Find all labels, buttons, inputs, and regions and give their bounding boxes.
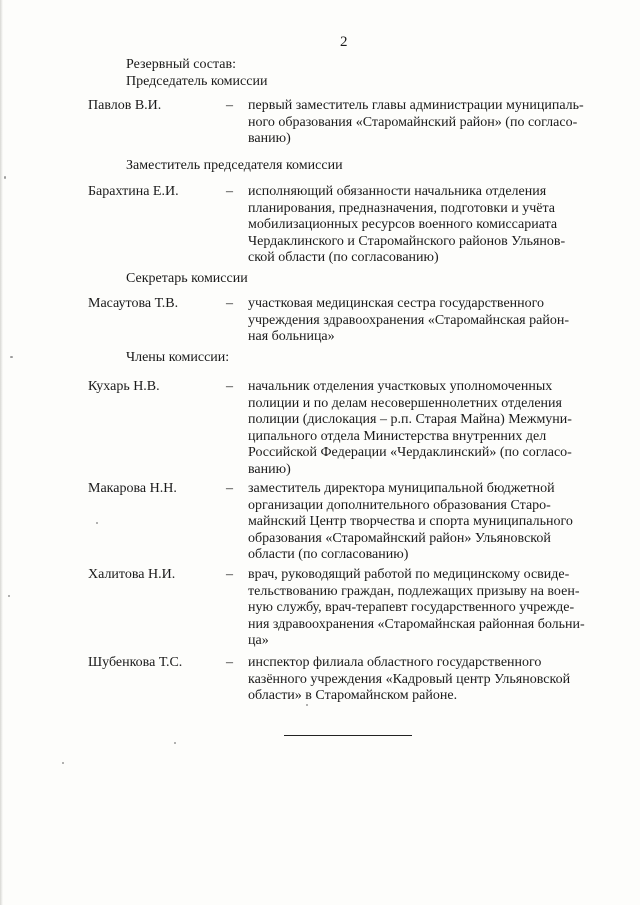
description-line: организации дополнительного образования Старо- bbox=[248, 497, 551, 513]
member-description bbox=[248, 184, 604, 267]
scan-speck bbox=[8, 595, 10, 597]
description-line: ния здравоохранения «Старомайнская районная больни- bbox=[248, 616, 585, 632]
scan-speck bbox=[96, 522, 98, 524]
member-description bbox=[248, 98, 604, 148]
description-line: исполняющий обязанности начальника отделения bbox=[248, 184, 547, 199]
description-line: заместитель директора муниципальной бюджетной bbox=[248, 481, 555, 496]
description-line: полиции и по делам несовершеннолетних отделения bbox=[248, 395, 562, 411]
member-name: Масаутова Т.В. bbox=[88, 296, 179, 311]
scan-edge bbox=[0, 0, 3, 905]
description-line: участковая медицинская сестра государственного bbox=[248, 296, 545, 311]
description-line: начальник отделения участковых уполномоченных bbox=[248, 379, 553, 394]
description-line: Российской Федерации «Чердаклинский» (по согласо- bbox=[248, 445, 572, 460]
heading-chairman: Председатель комиссии bbox=[126, 74, 268, 89]
member-name: Павлов В.И. bbox=[88, 98, 162, 113]
dash: – bbox=[226, 481, 233, 496]
dash: – bbox=[226, 296, 233, 311]
description-line: планирования, предназначения, подготовки и учёта bbox=[248, 200, 555, 216]
member-name: Барахтина Е.И. bbox=[88, 184, 179, 199]
description-line: ная больница» bbox=[248, 329, 335, 344]
dash: – bbox=[226, 184, 233, 199]
description-line: ную службу, врач-терапевт государственного учрежде- bbox=[248, 600, 575, 615]
description-line: тельствованию граждан, подлежащих призыву на воен- bbox=[248, 583, 580, 599]
description-line: мобилизационных ресурсов военного комиссариата bbox=[248, 217, 558, 232]
member-name: Кухарь Н.В. bbox=[88, 379, 160, 394]
member-name: Шубенкова Т.С. bbox=[88, 655, 183, 670]
description-line: майнский Центр творчества и спорта муниципального bbox=[248, 514, 573, 529]
scan-speck bbox=[174, 742, 176, 744]
dash: – bbox=[226, 379, 233, 394]
page-number: 2 bbox=[340, 34, 348, 50]
member-description bbox=[248, 296, 604, 346]
member-name: Халитова Н.И. bbox=[88, 567, 176, 582]
description-line: ской области (по согласованию) bbox=[248, 250, 439, 265]
description-line: ца» bbox=[248, 633, 269, 648]
description-line: области (по согласованию) bbox=[248, 547, 409, 562]
closing-rule bbox=[284, 735, 412, 736]
description-line: ванию) bbox=[248, 461, 291, 477]
description-line: образования «Старомайнский район» Ульяновской bbox=[248, 530, 551, 546]
heading-members: Члены комиссии: bbox=[126, 350, 230, 365]
scan-speck bbox=[306, 704, 308, 706]
member-description bbox=[248, 655, 604, 705]
description-line: первый заместитель главы администрации муниципаль- bbox=[248, 98, 584, 113]
heading-reserve: Резервный состав: bbox=[126, 57, 237, 72]
description-line: полиции (дислокация – р.п. Старая Майна) Межмуни- bbox=[248, 412, 572, 427]
scan-speck bbox=[4, 176, 6, 179]
description-line: ципального отдела Министерства внутренних дел bbox=[248, 428, 547, 444]
heading-deputy: Заместитель председателя комиссии bbox=[126, 158, 343, 173]
heading-secretary: Секретарь комиссии bbox=[126, 271, 248, 286]
description-line: ного образования «Старомайнский район» (по согласо- bbox=[248, 114, 578, 130]
description-line: учреждения здравоохранения «Старомайнская район- bbox=[248, 312, 569, 328]
description-line: врач, руководящий работой по медицинскому освиде- bbox=[248, 567, 570, 582]
description-line: области» в Старомайнском районе. bbox=[248, 688, 458, 703]
scan-speck bbox=[62, 762, 64, 764]
description-line: инспектор филиала областного государственного bbox=[248, 655, 542, 670]
dash: – bbox=[226, 567, 233, 582]
member-description bbox=[248, 481, 604, 564]
description-line: казённого учреждения «Кадровый центр Ульяновской bbox=[248, 671, 571, 687]
member-description bbox=[248, 567, 604, 650]
scan-speck bbox=[10, 356, 13, 358]
member-description bbox=[248, 379, 604, 478]
member-name: Макарова Н.Н. bbox=[88, 481, 177, 496]
description-line: Чердаклинского и Старомайнского районов Ульянов- bbox=[248, 233, 566, 249]
description-line: ванию) bbox=[248, 131, 291, 146]
dash: – bbox=[226, 98, 233, 113]
dash: – bbox=[226, 655, 233, 670]
